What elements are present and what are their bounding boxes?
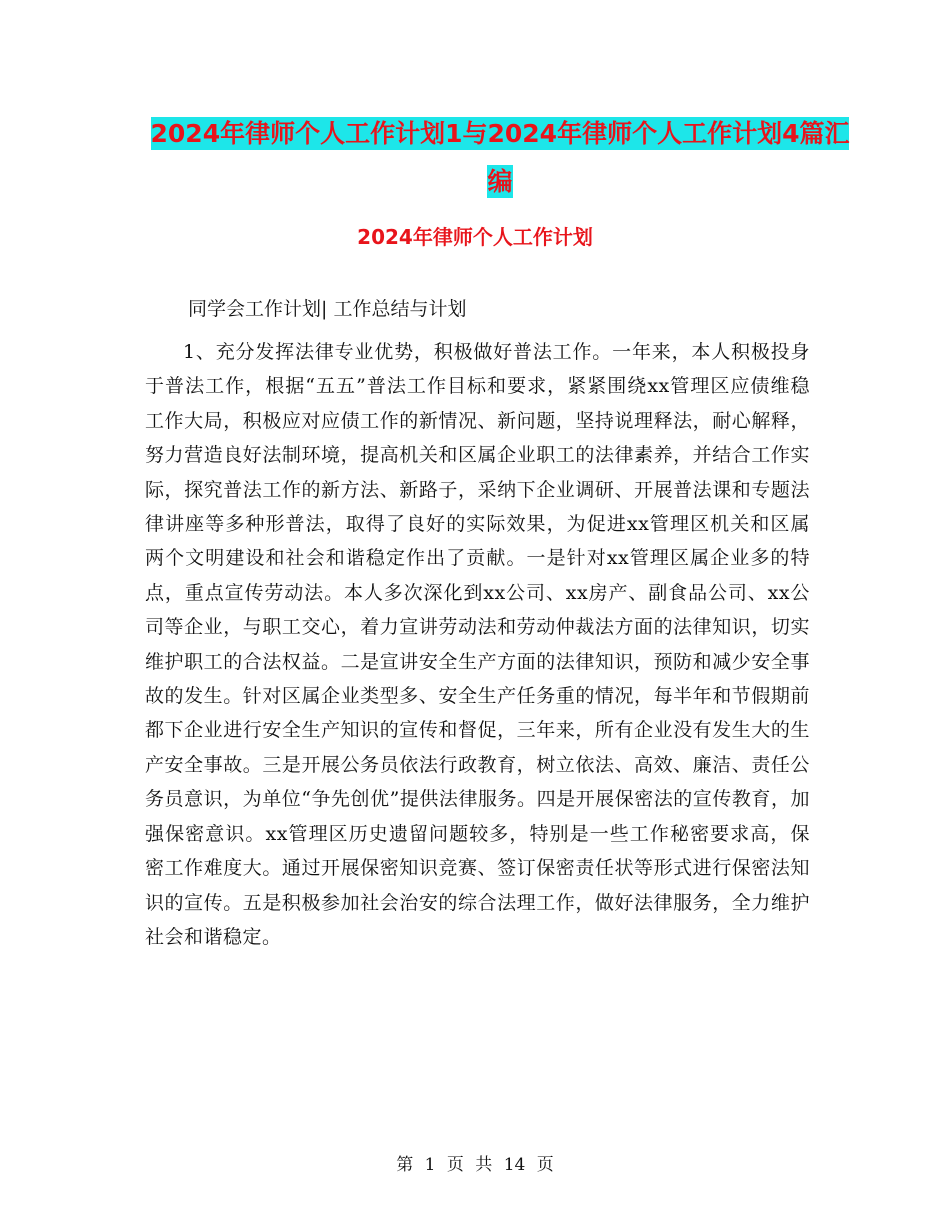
document-title-highlight: 2024年律师个人工作计划1与2024年律师个人工作计划4篇汇编 [150,119,850,196]
page-footer: 第 1 页 共 14 页 [396,1155,554,1175]
document-title [140,110,860,206]
section-title: 2024年律师个人工作计划 [357,225,593,249]
subtitle-links: 同学会工作计划| 工作总结与计划 [188,298,467,320]
body-paragraph: 1、充分发挥法律专业优势，积极做好普法工作。一年来，本人积极投身于普法工作，根据“五五”普法工作目标和要求，紧紧围绕xx管理区应债维稳工作大局，积极应对应债工作的新情况、新问题，坚持说理释法，耐心解释，努力营造良好法制环境，提高机关和区属企业职工的法律素养，并结合工作实际，探究普法工作的新方法、新路子，采纳下企业调研、开展普法课和专题法律讲座等多种形普法，取得了良好的实际效果，为促进xx管理区机关和区属两个文明建设和社会和谐稳定作出了贡献。一是针对xx管理区属企业多的特点，重点宣传劳动法。本人多次深化到xx公司、xx房产、副食品公司、xx公司等企业，与职工交心，着力宣讲劳动法和劳动仲裁法方面的法律知识，切实维护职工的合法权益。二是宣讲安全生产方面的法律知识，预防和减少安全事故的发生。针对区属企业类型多、安全生产任务重的情况，每半年和节假期前都下企业进行安全生产知识的宣传和督促，三年来，所有企业没有发生大的生产安全事故。三是开展公务员依法行政教育，树立依法、高效、廉洁、责任公务员意识，为单位“争先创优”提供法律服务。四是开展保密法的宣传教育，加强保密意识。xx管理区历史遗留问题较多，特别是一些工作秘密要求高，保密工作难度大。通过开展保密知识竞赛、签订保密责任状等形式进行保密法知识的宣传。五是积极参加社会治安的综合法理工作，做好法律服务，全力维护社会和谐稳定。 [145,341,810,948]
